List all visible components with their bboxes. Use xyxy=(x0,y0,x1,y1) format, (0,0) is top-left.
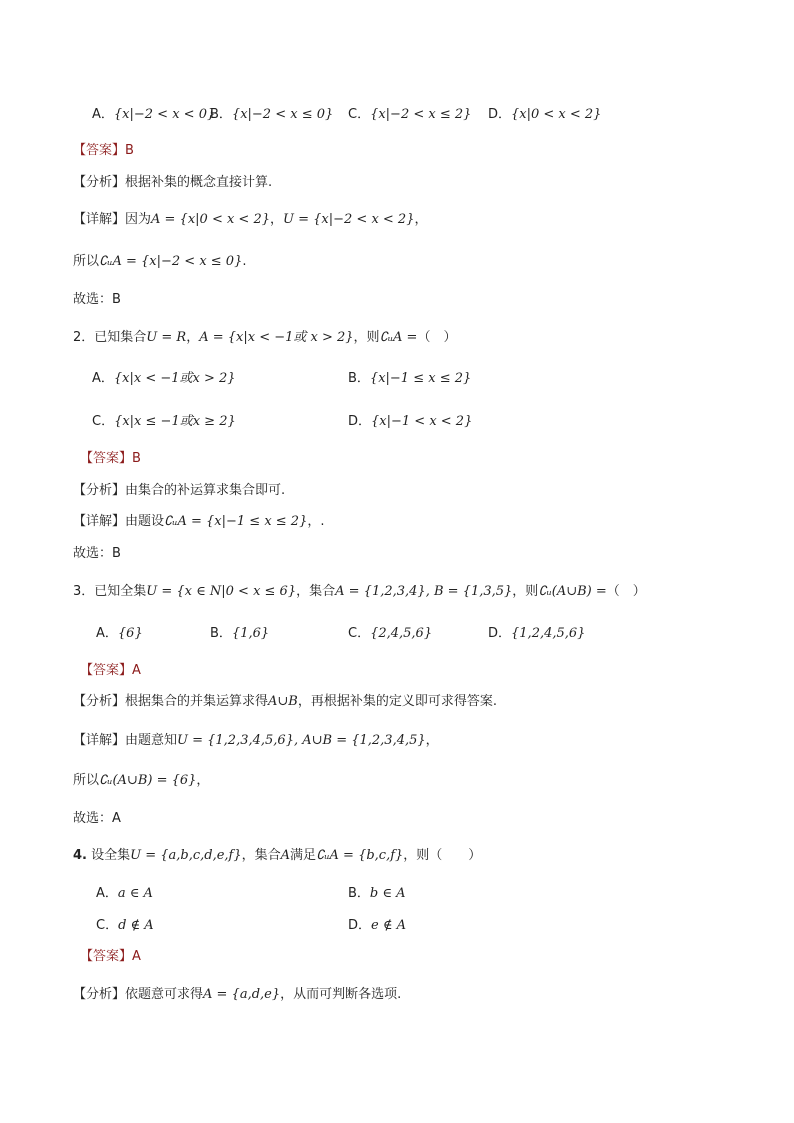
math: U = R xyxy=(146,330,187,345)
q1-answer: 【答案】B xyxy=(73,143,134,158)
q4-option-a xyxy=(96,884,153,904)
q2-option-d xyxy=(348,412,472,432)
option-letter: D． xyxy=(488,107,512,122)
math: ∁ᵤA = {b,c,f} xyxy=(316,848,404,863)
math: U = {1,2,3,4,5,6}, A∪B = {1,2,3,4,5} xyxy=(177,733,426,748)
text: 设全集 xyxy=(91,848,131,863)
math: A = {x|0 < x < 2} xyxy=(151,212,271,227)
text: 3．已知全集 xyxy=(73,584,147,599)
option-math: {x|x ≤ −1或x ≥ 2} xyxy=(114,414,236,429)
option-math: a ∈ A xyxy=(117,886,153,901)
option-letter: B． xyxy=(210,626,232,641)
q1-option-a xyxy=(92,105,215,125)
option-math: {x|x < −1或x > 2} xyxy=(113,371,236,386)
option-math: {1,6} xyxy=(231,626,270,641)
text: 满足 xyxy=(290,848,317,863)
option-letter: D． xyxy=(348,414,372,429)
text: 【详解】由题设 xyxy=(73,514,165,529)
math: A∪B xyxy=(268,694,298,709)
q3-analysis xyxy=(73,692,497,712)
q4-option-c xyxy=(96,916,154,936)
q2-answer: 【答案】B xyxy=(80,451,141,466)
text: ， xyxy=(270,212,284,227)
math: A xyxy=(280,848,291,863)
option-math: {x|−1 < x < 2} xyxy=(371,414,473,429)
q4-option-d xyxy=(348,916,406,936)
question-number: 4. xyxy=(73,848,87,863)
math: A = {a,d,e} xyxy=(203,987,281,1002)
q2-option-a xyxy=(92,369,236,389)
text: 所以 xyxy=(73,254,100,269)
text: ，. xyxy=(307,514,325,529)
q4-stem xyxy=(73,846,481,866)
option-math: {x|−2 < x ≤ 0} xyxy=(231,107,334,122)
q3-stem xyxy=(73,582,646,602)
text: 【详解】因为 xyxy=(73,212,152,227)
q1-option-c xyxy=(348,105,471,125)
q3-detail xyxy=(73,731,439,751)
option-letter: C． xyxy=(96,918,119,933)
option-letter: D． xyxy=(488,626,512,641)
option-math: {x|0 < x < 2} xyxy=(511,107,602,122)
option-math: b ∈ A xyxy=(369,886,406,901)
text: ，从而可判断各选项. xyxy=(280,987,402,1002)
q2-option-c xyxy=(92,412,236,432)
text: ，则 xyxy=(353,330,380,345)
q1-option-b xyxy=(210,105,333,125)
option-math: {2,4,5,6} xyxy=(370,626,433,641)
math: U = {x|−2 < x < 2} xyxy=(283,212,415,227)
math: A = {x|x < −1或 x > 2} xyxy=(199,330,354,345)
option-letter: A． xyxy=(96,626,118,641)
text: . xyxy=(242,254,247,269)
math: U = {a,b,c,d,e,f} xyxy=(130,848,242,863)
text: ，再根据补集的定义即可求得答案. xyxy=(297,694,497,709)
q3-option-d xyxy=(488,624,585,644)
text: （ ） xyxy=(417,330,457,345)
text: ，集合 xyxy=(296,584,336,599)
math: ∁ᵤ(A∪B) = xyxy=(538,584,607,599)
text: ，则（ ） xyxy=(403,848,482,863)
text: ， xyxy=(414,212,428,227)
q3-option-c xyxy=(348,624,432,644)
q4-answer: 【答案】A xyxy=(80,949,141,964)
option-math: e ∉ A xyxy=(371,918,406,933)
option-math: d ∉ A xyxy=(118,918,154,933)
text: ， xyxy=(196,773,210,788)
text: 【详解】由题意知 xyxy=(73,733,178,748)
option-letter: A． xyxy=(92,371,114,386)
math: ∁ᵤ(A∪B) = {6} xyxy=(99,773,197,788)
q2-analysis: 【分析】由集合的补运算求集合即可. xyxy=(73,483,286,498)
option-letter: A． xyxy=(96,886,118,901)
q1-result xyxy=(73,252,247,272)
q1-option-d xyxy=(488,105,601,125)
option-math: {x|−2 < x < 0} xyxy=(113,107,216,122)
text: ， xyxy=(425,733,439,748)
option-letter: B． xyxy=(348,886,370,901)
math: U = {x ∈ N|0 < x ≤ 6} xyxy=(146,584,297,599)
q3-result xyxy=(73,771,209,791)
q3-choice: 故选：A xyxy=(73,811,121,826)
math: A = {1,2,3,4}, B = {1,3,5} xyxy=(335,584,513,599)
q4-analysis xyxy=(73,985,401,1005)
text: 2．已知集合 xyxy=(73,330,147,345)
text: 【分析】依题意可求得 xyxy=(73,987,204,1002)
option-math: {x|−2 < x ≤ 2} xyxy=(370,107,472,122)
option-letter: B． xyxy=(348,371,370,386)
option-math: {1,2,4,5,6} xyxy=(511,626,586,641)
text: （ ） xyxy=(606,584,646,599)
option-math: {x|−1 ≤ x ≤ 2} xyxy=(369,371,472,386)
q1-choice: 故选：B xyxy=(73,292,121,307)
math: ∁ᵤA = {x|−2 < x ≤ 0} xyxy=(99,254,243,269)
option-math: {6} xyxy=(117,626,143,641)
option-letter: D． xyxy=(348,918,372,933)
q1-detail xyxy=(73,210,428,230)
text: ，集合 xyxy=(241,848,281,863)
option-letter: C． xyxy=(348,107,371,122)
option-letter: B． xyxy=(210,107,232,122)
q4-option-b xyxy=(348,884,406,904)
text: ， xyxy=(186,330,200,345)
option-letter: A． xyxy=(92,107,114,122)
text: 所以 xyxy=(73,773,100,788)
text: 【分析】根据集合的并集运算求得 xyxy=(73,694,269,709)
q2-option-b xyxy=(348,369,471,389)
q2-detail xyxy=(73,512,325,532)
option-letter: C． xyxy=(92,414,115,429)
q3-option-a xyxy=(96,624,143,644)
text: ，则 xyxy=(512,584,539,599)
q2-choice: 故选：B xyxy=(73,546,121,561)
math: ∁ᵤA = {x|−1 ≤ x ≤ 2} xyxy=(164,514,308,529)
option-letter: C． xyxy=(348,626,371,641)
q1-analysis: 【分析】根据补集的概念直接计算. xyxy=(73,175,273,190)
q2-stem xyxy=(73,328,456,348)
q3-answer: 【答案】A xyxy=(80,663,141,678)
q3-option-b xyxy=(210,624,269,644)
math: ∁ᵤA = xyxy=(379,330,418,345)
